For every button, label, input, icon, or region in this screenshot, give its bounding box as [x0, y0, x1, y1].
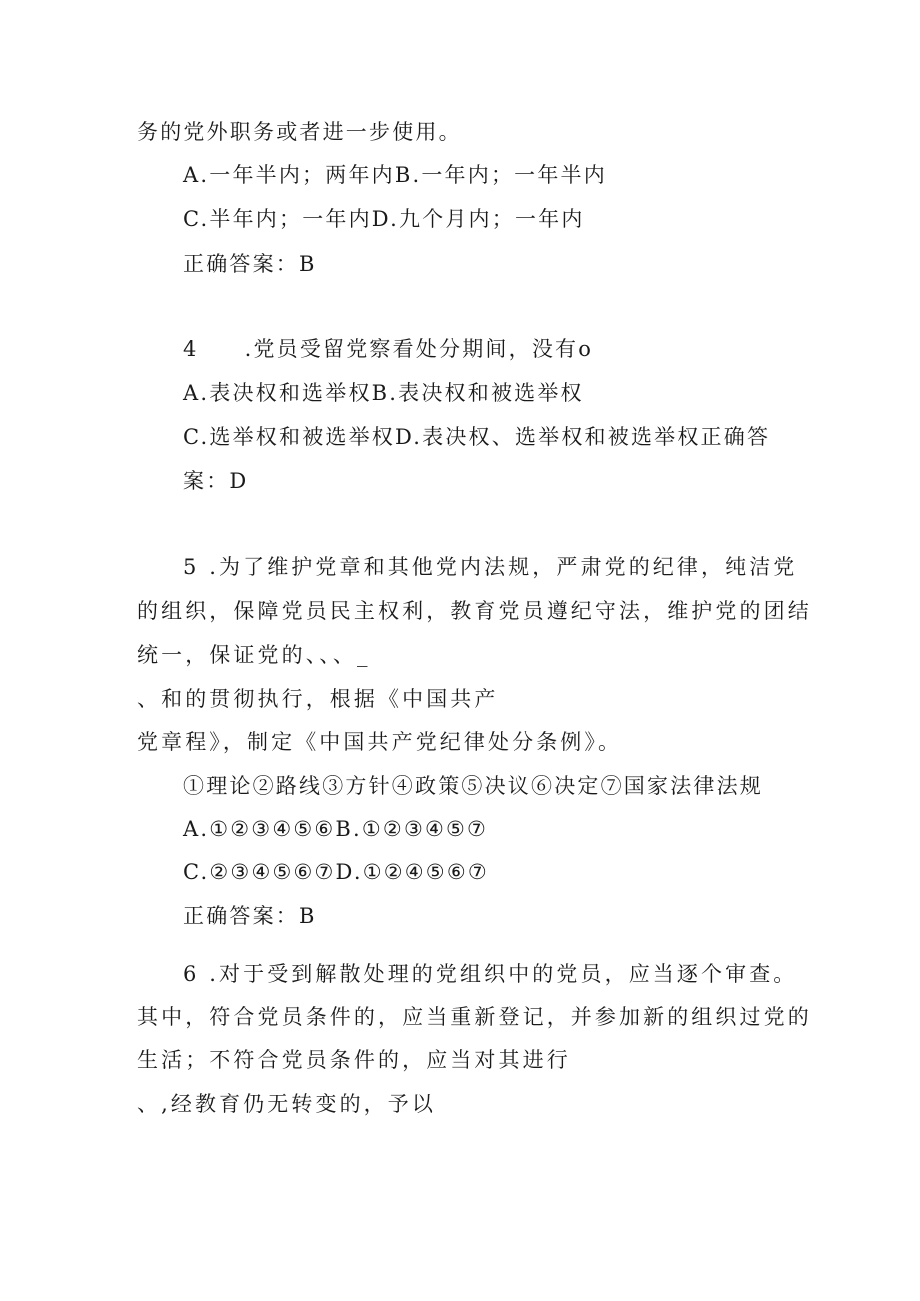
q5-question-line-5: 党章程》，制定《中国共产党纪律处分条例》。: [137, 730, 623, 754]
q4-answer: 案：D: [183, 469, 249, 493]
q6-question-line-1: 6 .对于受到解散处理的党组织中的党员，应当逐个审查。: [183, 962, 798, 986]
q5-options-cd: C.②③④⑤⑥⑦D.①②④⑤⑥⑦: [183, 860, 489, 884]
q4-question-text: .党员受留党察看处分期间，没有o: [244, 337, 594, 361]
q4-question: [183, 335, 593, 363]
q5-question-line-2: 的组织，保障党员民主权利，教育党员遵纪守法，维护党的团结: [137, 599, 812, 623]
q3-options-cd: C.半年内；一年内D.九个月内；一年内: [183, 207, 585, 231]
q5-question-line-1: 5 .为了维护党章和其他党内法规，严肃党的纪律，纯洁党: [183, 555, 798, 579]
q6-question-line-2: 其中，符合党员条件的，应当重新登记，并参加新的组织过党的: [137, 1005, 812, 1029]
q6-question-line-4: 、,经教育仍无转变的，予以: [137, 1092, 436, 1116]
q6-question-line-3: 生活；不符合党员条件的，应当对其进行: [137, 1048, 571, 1072]
q4-options-cd: C.选举权和被选举权D.表决权、选举权和被选举权正确答: [183, 425, 771, 449]
q5-options-ab: A.①②③④⑤⑥B.①②③④⑤⑦: [183, 817, 489, 841]
q5-items: ①理论②路线③方针④政策⑤决议⑥决定⑦国家法律法规: [183, 774, 763, 798]
q4-number: 4: [183, 337, 199, 361]
q3-options-ab: A.一年半内；两年内B.一年内；一年半内: [183, 163, 607, 187]
q3-answer: 正确答案：B: [183, 252, 317, 276]
q5-question-line-3: 统一，保证党的、、、_: [137, 643, 371, 667]
q5-answer: 正确答案：B: [183, 904, 317, 928]
q4-options-ab: A.表决权和选举权B.表决权和被选举权: [183, 381, 584, 405]
text-line-q3-tail: 务的党外职务或者进一步使用。: [137, 120, 462, 144]
q5-question-line-4: 、和的贯彻执行，根据《中国共产: [137, 687, 499, 711]
